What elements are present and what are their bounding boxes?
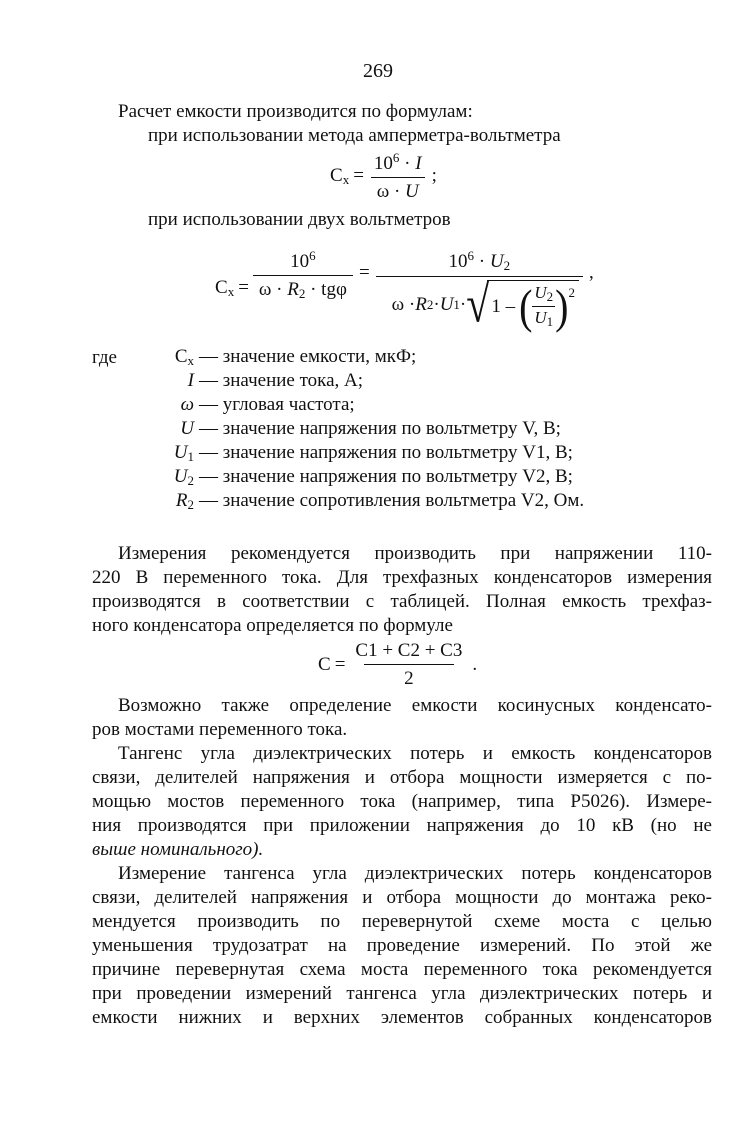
para4-line-1: Измерение тангенса угла диэлектрических потерь конденсаторов — [118, 863, 712, 884]
legend-symbol-base: U — [173, 442, 188, 463]
para1-line-3: производятся в соответствии с таблицей. Полная емкость трехфаз- — [92, 591, 712, 612]
radical-sign-icon: √ — [466, 276, 490, 334]
formula2-radicand — [487, 278, 579, 333]
formula1-eq: = — [353, 165, 364, 186]
formula1-den-var: U — [405, 180, 419, 202]
legend-symbol — [158, 370, 194, 392]
formula2-tail: , — [589, 262, 594, 283]
legend-symbol-base: C — [174, 346, 188, 367]
formula2-lhs-sub: x — [227, 283, 235, 299]
formula2-f2-den-r-sub: 2 — [426, 297, 434, 312]
formula2-f2-den-u: U — [439, 294, 454, 315]
formula2-f2-denominator — [376, 276, 583, 334]
formula3-fraction — [349, 640, 468, 690]
right-paren-icon: ) — [555, 278, 569, 333]
para1-line-4: ного конденсатора определяется по формуле — [92, 615, 453, 636]
formula2-f2-num-base: 10 — [448, 251, 468, 272]
legend-symbol-sub: 1 — [187, 449, 194, 464]
formula2-sqrt — [466, 276, 579, 334]
formula2-f2-numerator — [443, 248, 517, 276]
formula2-rad-den — [532, 306, 555, 330]
formula1-tail: ; — [431, 165, 437, 186]
legend-description: — значение емкости, мкФ; — [199, 346, 417, 367]
formula1-lhs-sub: x — [342, 171, 350, 187]
para2-line-1: Возможно также определение емкости косинусных конденсато- — [118, 695, 712, 716]
formula2-rad-exp: 2 — [568, 285, 575, 300]
formula2-rad-u2-sub: 2 — [546, 289, 554, 304]
legend-symbol — [158, 466, 194, 489]
para3-line-5: выше номинального). — [92, 839, 264, 860]
formula2-f1-den-r: R — [287, 279, 299, 300]
legend-symbol-base: U — [180, 418, 194, 439]
para3-line-3: мощью мостов переменного тока (например, типа Р5026). Измере- — [92, 791, 712, 812]
formula2-rad-one: 1 – — [491, 295, 516, 317]
legend-symbol-base: R — [175, 490, 188, 511]
para4-line-5: причине перевернутая схема моста переменного тока рекомендуется — [92, 959, 712, 980]
legend-symbol-base: U — [173, 466, 188, 487]
legend-symbol — [158, 418, 194, 440]
formula2-f2-den-r: R — [415, 294, 427, 315]
legend-symbol — [158, 490, 194, 513]
para1-line-2: 220 В переменного тока. Для трехфазных конденсаторов измерения — [92, 567, 712, 588]
formula1-lhs-symbol: C — [330, 164, 343, 186]
legend-symbol-base: ω — [180, 394, 194, 415]
formula2-rad-u1: U — [534, 308, 547, 327]
formula1-fraction — [368, 150, 428, 203]
para2-line-2: ров мостами переменного тока. — [92, 719, 348, 740]
formula-ammeter-voltmeter — [330, 150, 437, 202]
legend-description: — значение напряжения по вольтметру V2, В; — [199, 466, 573, 487]
legend-symbol-sub: 2 — [187, 473, 194, 488]
formula2-f1-den-omega: ω · — [258, 279, 288, 300]
formula2-rad-num — [532, 283, 555, 306]
legend-symbol — [158, 394, 194, 416]
formula2-f2-den-omega: ω · — [391, 294, 416, 315]
formula1-numerator — [368, 150, 428, 177]
formula2-eq: = — [238, 277, 249, 298]
formula2-f1-denominator — [253, 275, 353, 302]
method2-line: при использовании двух вольтметров — [148, 209, 451, 230]
formula2-fraction-2 — [376, 248, 583, 334]
para4-line-7: емкости нижних и верхних элементов собранных конденсаторов — [92, 1007, 712, 1028]
legend-description: — значение напряжения по вольтметру V, В; — [199, 418, 561, 439]
para4-line-3: мендуется производить по перевернутой схеме моста с целью — [92, 911, 712, 932]
para3-line-4: ния производятся при приложении напряжения до 10 кВ (но не — [92, 815, 712, 836]
intro-line: Расчет емкости производится по формулам: — [118, 101, 473, 122]
formula3-tail: . — [472, 654, 478, 675]
formula2-fraction-1 — [253, 248, 353, 302]
formula-three-phase — [318, 640, 477, 690]
legend-symbol-base: I — [187, 370, 194, 391]
para4-line-4: уменьшения трудозатрат на проведение измерений. По этой же — [92, 935, 712, 956]
para4-line-6: при проведении измерений тангенса угла диэлектрических потерь и — [92, 983, 712, 1004]
formula2-f2-den-u-sub: 1 — [453, 297, 460, 312]
para3-line-2: связи, делителей напряжения и отбора мощности измеряется с по- — [92, 767, 712, 788]
formula2-f1-den-r-sub: 2 — [298, 286, 306, 301]
formula2-lhs — [215, 277, 234, 300]
legend-description: — значение тока, А; — [199, 370, 364, 391]
legend-symbol-sub: x — [187, 353, 194, 368]
formula2-f1-num-base: 10 — [290, 251, 310, 272]
para3-line-1: Тангенс угла диэлектрических потерь и емкость конденсаторов — [118, 743, 712, 764]
formula2-f2-num-u-sub: 2 — [503, 258, 511, 273]
page-number: 269 — [363, 60, 393, 82]
formula2-f1-den-tg: · tgφ — [305, 279, 347, 300]
legend-symbol — [158, 346, 194, 369]
formula2-rad-fraction — [532, 283, 555, 330]
legend-where: где — [92, 347, 117, 368]
formula1-den-omega: ω · — [376, 180, 406, 202]
legend-description: — угловая частота; — [199, 394, 355, 415]
formula2-f2-num-exp: 6 — [467, 248, 475, 263]
formula1-denominator — [371, 177, 425, 203]
formula1-num-exp: 6 — [392, 149, 400, 165]
para4-line-2: связи, делителей напряжения и отбора мощности до монтажа реко- — [92, 887, 712, 908]
formula3-lhs: C — [318, 654, 331, 675]
para1-line-1: Измерения рекомендуется производить при напряжении 110- — [118, 543, 712, 564]
legend-symbol-sub: 2 — [187, 497, 194, 512]
formula1-num-dot: · — [399, 152, 416, 174]
formula1-num-base: 10 — [373, 152, 393, 174]
formula2-eq2: = — [358, 262, 370, 283]
legend-description: — значение напряжения по вольтметру V1, В; — [199, 442, 573, 463]
left-paren-icon: ( — [519, 278, 533, 333]
legend-description: — значение сопротивления вольтметра V2, Ом. — [199, 490, 585, 511]
formula3-denominator: 2 — [364, 664, 454, 690]
legend-symbol — [158, 442, 194, 465]
formula2-rad-u1-sub: 1 — [546, 314, 554, 329]
formula2-f2-num-dot: · — [474, 251, 490, 272]
formula-two-voltmeters — [215, 238, 594, 338]
formula2-rad-u2: U — [534, 283, 547, 302]
method1-line: при использовании метода амперметра-вольтметра — [148, 125, 561, 146]
formula3-eq: = — [334, 654, 346, 675]
formula2-f2-den-dot2: · — [459, 294, 467, 315]
formula2-f2-num-u: U — [489, 251, 504, 272]
formula2-f1-num-exp: 6 — [309, 248, 316, 263]
formula2-f1-numerator — [284, 248, 322, 275]
formula1-num-var: I — [415, 152, 422, 174]
formula3-numerator: C1 + C2 + C3 — [355, 640, 463, 661]
formula2-lhs-symbol: C — [215, 276, 228, 298]
formula1-lhs — [330, 165, 349, 188]
formula2-f2-den-dot: · — [433, 294, 440, 315]
